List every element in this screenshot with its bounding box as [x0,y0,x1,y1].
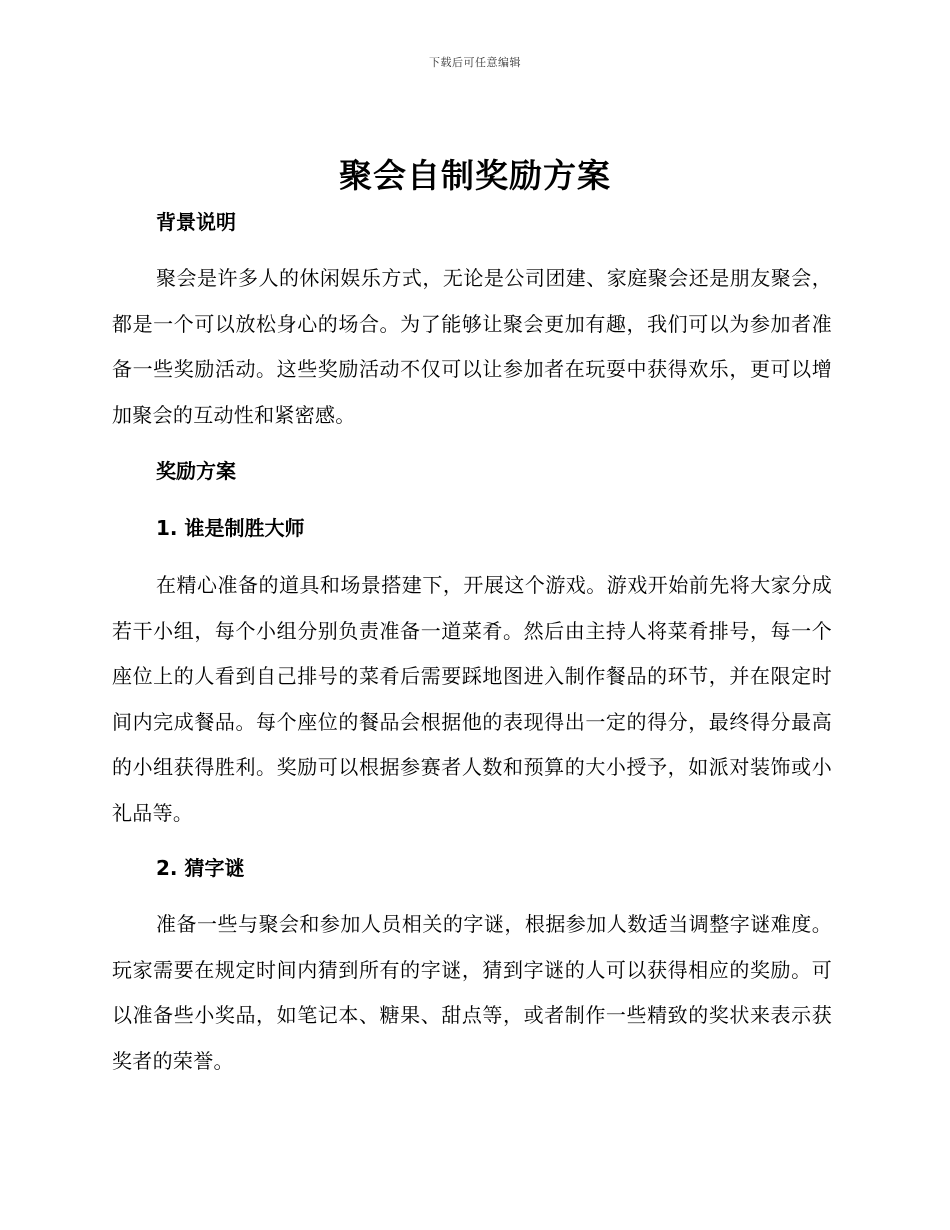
section-heading-background: 背景说明 [156,210,236,234]
plan-item-paragraph-2: 准备一些与聚会和参加人员相关的字谜，根据参加人数适当调整字谜难度。玩家需要在规定时间内猜到所有的字谜，猜到字谜的人可以获得相应的奖励。可以准备些小奖品，如笔记本、糖果、甜点等，或者制作一些精致的奖状来表示获奖者的荣誉。 [112,912,832,1073]
section-paragraph-background: 聚会是许多人的休闲娱乐方式，无论是公司团建、家庭聚会还是朋友聚会，都是一个可以放松身心的场合。为了能够让聚会更加有趣，我们可以为参加者准备一些奖励活动。这些奖励活动不仅可以让参加者在玩耍中获得欢乐，更可以增加聚会的互动性和紧密感。 [112,266,832,427]
header-note: 下载后可任意编辑 [429,56,521,69]
section-heading-plan: 奖励方案 [156,459,236,483]
document-title: 聚会自制奖励方案 [339,156,611,195]
plan-item-heading-2: 2. 猜字谜 [156,856,245,880]
plan-item-paragraph-1: 在精心准备的道具和场景搭建下，开展这个游戏。游戏开始前先将大家分成若干小组，每个小组分别负责准备一道菜肴。然后由主持人将菜肴排号，每一个座位上的人看到自己排号的菜肴后需要踩地图进入制作餐品的环节，并在限定时间内完成餐品。每个座位的餐品会根据他的表现得出一定的得分，最终得分最高的小组获得胜利。奖励可以根据参赛者人数和预算的大小授予，如派对装饰或小礼品等。 [112,573,832,825]
plan-item-heading-1: 1. 谁是制胜大师 [156,516,305,540]
